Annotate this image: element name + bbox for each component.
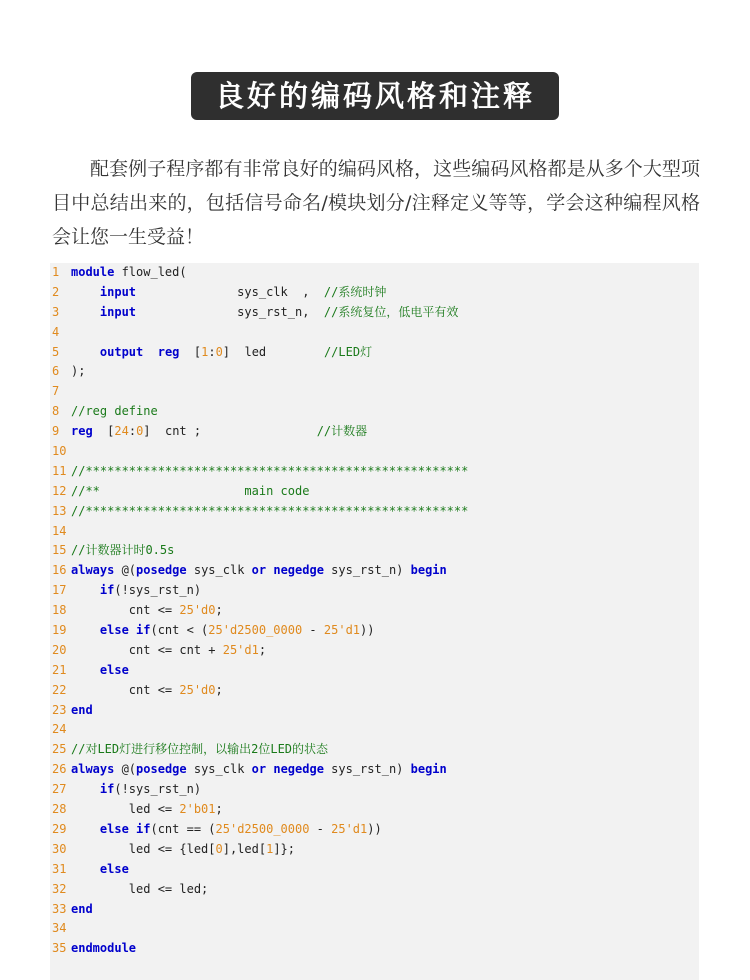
code-keyword: negedge [273,563,324,578]
code-token: : [128,424,137,439]
code-number: 25'd2500_0000 [215,821,310,836]
code-token: cnt <= [71,682,180,697]
code-token [71,345,100,359]
code-token: )) [367,821,382,836]
line-number: 8 [52,404,60,419]
line-number: 11 [52,463,67,478]
code-keyword: module [71,265,115,279]
code-token [71,583,100,597]
line-number: 16 [52,563,67,578]
code-text [71,343,372,363]
line-number: 27 [52,782,67,797]
code-line [50,760,699,780]
code-text [71,283,386,303]
code-token: cnt <= [71,603,180,618]
line-number: 1 [52,265,60,279]
code-line [50,502,699,522]
code-text [71,263,187,283]
code-token: ; [215,802,223,817]
code-line [50,561,699,581]
code-token [71,663,100,677]
code-text [71,900,93,920]
code-keyword: begin [410,563,447,578]
line-number: 10 [52,444,67,459]
line-number: 24 [52,722,67,737]
line-number: 28 [52,802,67,817]
code-token: - [302,623,324,638]
code-line [50,880,699,900]
code-keyword: reg [71,424,93,439]
code-comment: //LED灯 [323,344,373,359]
code-token [71,285,100,299]
code-token: (!sys_rst_n) [114,782,202,797]
code-comment: //系统复位，低电平有效 [323,304,459,319]
code-line [50,482,699,502]
code-line [50,402,699,422]
code-number: 25'd1 [323,623,361,638]
code-keyword: posedge [136,563,187,578]
code-number: 2'b01 [179,802,216,817]
code-token: cnt <= cnt + [71,642,223,657]
code-line [50,800,699,820]
code-keyword: or [251,762,267,777]
line-number: 25 [52,742,67,757]
code-token: ; [215,682,223,697]
code-line [50,840,699,860]
code-line [50,900,699,920]
code-text [71,820,382,840]
code-token [71,782,100,796]
code-line [50,860,699,880]
code-comment: //系统时钟 [323,284,387,299]
code-token: [ [179,344,202,359]
line-number: 35 [52,941,67,956]
intro-paragraph: 配套例子程序都有非常良好的编码风格，这些编码风格都是从多个大型项目中总结出来的，包括信号命名/模块划分/注释定义等等，学会这种编程风格会让您一生受益！ [52,158,700,248]
code-token: ] led [222,344,324,359]
code-number: 25'd0 [179,682,216,697]
code-token: (cnt == ( [150,821,216,836]
code-token: (cnt < ( [150,623,209,638]
line-number: 7 [52,384,60,399]
code-line [50,939,699,959]
code-line [50,422,699,442]
code-text [71,681,223,701]
code-number: 0 [136,424,144,439]
code-text [71,402,158,422]
code-line [50,720,699,740]
line-number: 31 [52,861,67,876]
code-keyword: endmodule [71,941,137,956]
code-number: 0 [215,344,223,359]
line-number: 4 [52,324,60,339]
line-number: 21 [52,662,67,677]
line-number: 3 [52,304,60,319]
code-text [71,701,93,721]
line-number: 5 [52,344,60,359]
line-number: 9 [52,424,60,439]
section-title: 良好的编码风格和注释 [191,72,559,120]
code-keyword: end [71,702,93,717]
code-comment: //** main code [71,483,310,498]
code-keyword: output [99,344,144,359]
code-comment: //计数器 [316,424,368,439]
code-line [50,462,699,482]
code-line [50,323,699,343]
line-number: 17 [52,583,67,598]
code-text [71,303,458,323]
code-number: 1 [201,344,209,359]
code-line [50,442,699,462]
code-keyword: or [251,563,267,578]
code-line [50,681,699,701]
code-text [71,362,85,382]
line-number: 30 [52,841,67,856]
code-line [50,541,699,561]
code-token: - [309,821,332,836]
code-token: ],led[ [222,841,267,856]
code-token: @( [114,762,137,777]
code-line [50,780,699,800]
code-line [50,820,699,840]
code-line [50,343,699,363]
code-token: ; [258,642,267,657]
code-token: )) [360,623,375,638]
code-text [71,541,174,561]
code-token [71,623,100,637]
code-token [71,305,100,319]
line-number: 20 [52,642,67,657]
code-keyword: posedge [136,762,187,777]
code-line [50,661,699,681]
code-line [50,601,699,621]
code-keyword: always [71,563,115,578]
code-line [50,283,699,303]
code-line [50,303,699,323]
code-comment: //***************************************************** [71,503,469,518]
line-number: 26 [52,762,67,777]
line-number: 22 [52,682,67,697]
code-keyword: else if [99,623,151,638]
code-number: 25'd1 [331,821,368,836]
code-token: led <= [71,802,180,817]
code-token [143,345,157,359]
code-token: (!sys_rst_n) [114,583,202,598]
code-keyword: else [99,861,129,876]
code-text [71,880,208,900]
code-line [50,362,699,382]
code-text [71,581,201,601]
code-keyword: if [99,782,115,797]
code-text [71,860,129,880]
code-token: sys_rst_n, [136,304,324,319]
code-number: 0 [215,841,223,856]
code-token: sys_rst_n) [323,563,411,578]
code-keyword: input [99,284,137,299]
code-text [71,482,309,502]
code-line [50,701,699,721]
code-token: ); [71,364,86,379]
code-token: led <= led; [71,881,209,896]
code-comment: //***************************************************** [71,463,469,478]
code-token: sys_clk , [136,284,324,299]
code-text [71,621,374,641]
line-number: 18 [52,603,67,618]
code-text [71,800,223,820]
code-block [50,263,699,980]
code-token [71,862,100,876]
code-text [71,661,129,681]
code-text [71,422,367,442]
code-keyword: if [99,583,115,598]
code-text [71,840,295,860]
code-token: sys_rst_n) [323,762,411,777]
code-line [50,740,699,760]
code-text [71,502,468,522]
line-number: 13 [52,503,67,518]
code-line [50,522,699,542]
code-text [71,641,266,661]
code-token [71,822,100,836]
line-number: 33 [52,901,67,916]
code-number: 24 [114,424,129,439]
code-line [50,621,699,641]
code-number: 25'd0 [179,603,216,618]
code-number: 25'd2500_0000 [208,623,303,638]
line-number: 19 [52,623,67,638]
code-token: [ [92,424,115,439]
line-number: 29 [52,821,67,836]
line-number: 14 [52,523,67,538]
code-keyword: negedge [273,762,324,777]
code-keyword: else if [99,821,151,836]
code-line [50,263,699,283]
code-comment: //对LED灯进行移位控制，以输出2位LED的状态 [71,742,329,757]
code-text [71,601,223,621]
line-number: 15 [52,543,67,558]
code-line [50,382,699,402]
code-line [50,581,699,601]
code-keyword: reg [157,344,180,359]
code-number: 1 [266,841,274,856]
code-text [71,740,328,760]
code-token: ; [215,603,223,618]
code-keyword: always [71,762,115,777]
code-line [50,919,699,939]
code-token: sys_clk [186,563,252,578]
code-keyword: end [71,901,93,916]
code-token: ]}; [273,841,296,856]
code-keyword: input [99,304,137,319]
code-lines [50,263,699,959]
line-number: 6 [52,364,60,379]
code-comment: //reg define [71,404,158,419]
code-keyword: else [99,662,129,677]
code-number: 25'd1 [222,642,259,657]
code-token: sys_clk [186,762,252,777]
code-text [71,462,468,482]
code-token: flow_led( [114,265,187,279]
code-text [71,780,201,800]
code-token: led <= {led[ [71,841,216,856]
code-keyword: begin [410,762,447,777]
code-token: @( [114,563,137,578]
line-number: 23 [52,702,67,717]
code-text [71,561,447,581]
code-text [71,760,447,780]
code-text [71,939,136,959]
line-number: 34 [52,921,67,936]
line-number: 12 [52,483,67,498]
code-line [50,641,699,661]
line-number: 32 [52,881,67,896]
code-token: : [208,344,216,359]
code-token: ] cnt ; [143,424,317,439]
line-number: 2 [52,284,60,299]
title-wrapper [0,72,750,120]
code-comment: //计数器计时0.5s [71,543,175,558]
